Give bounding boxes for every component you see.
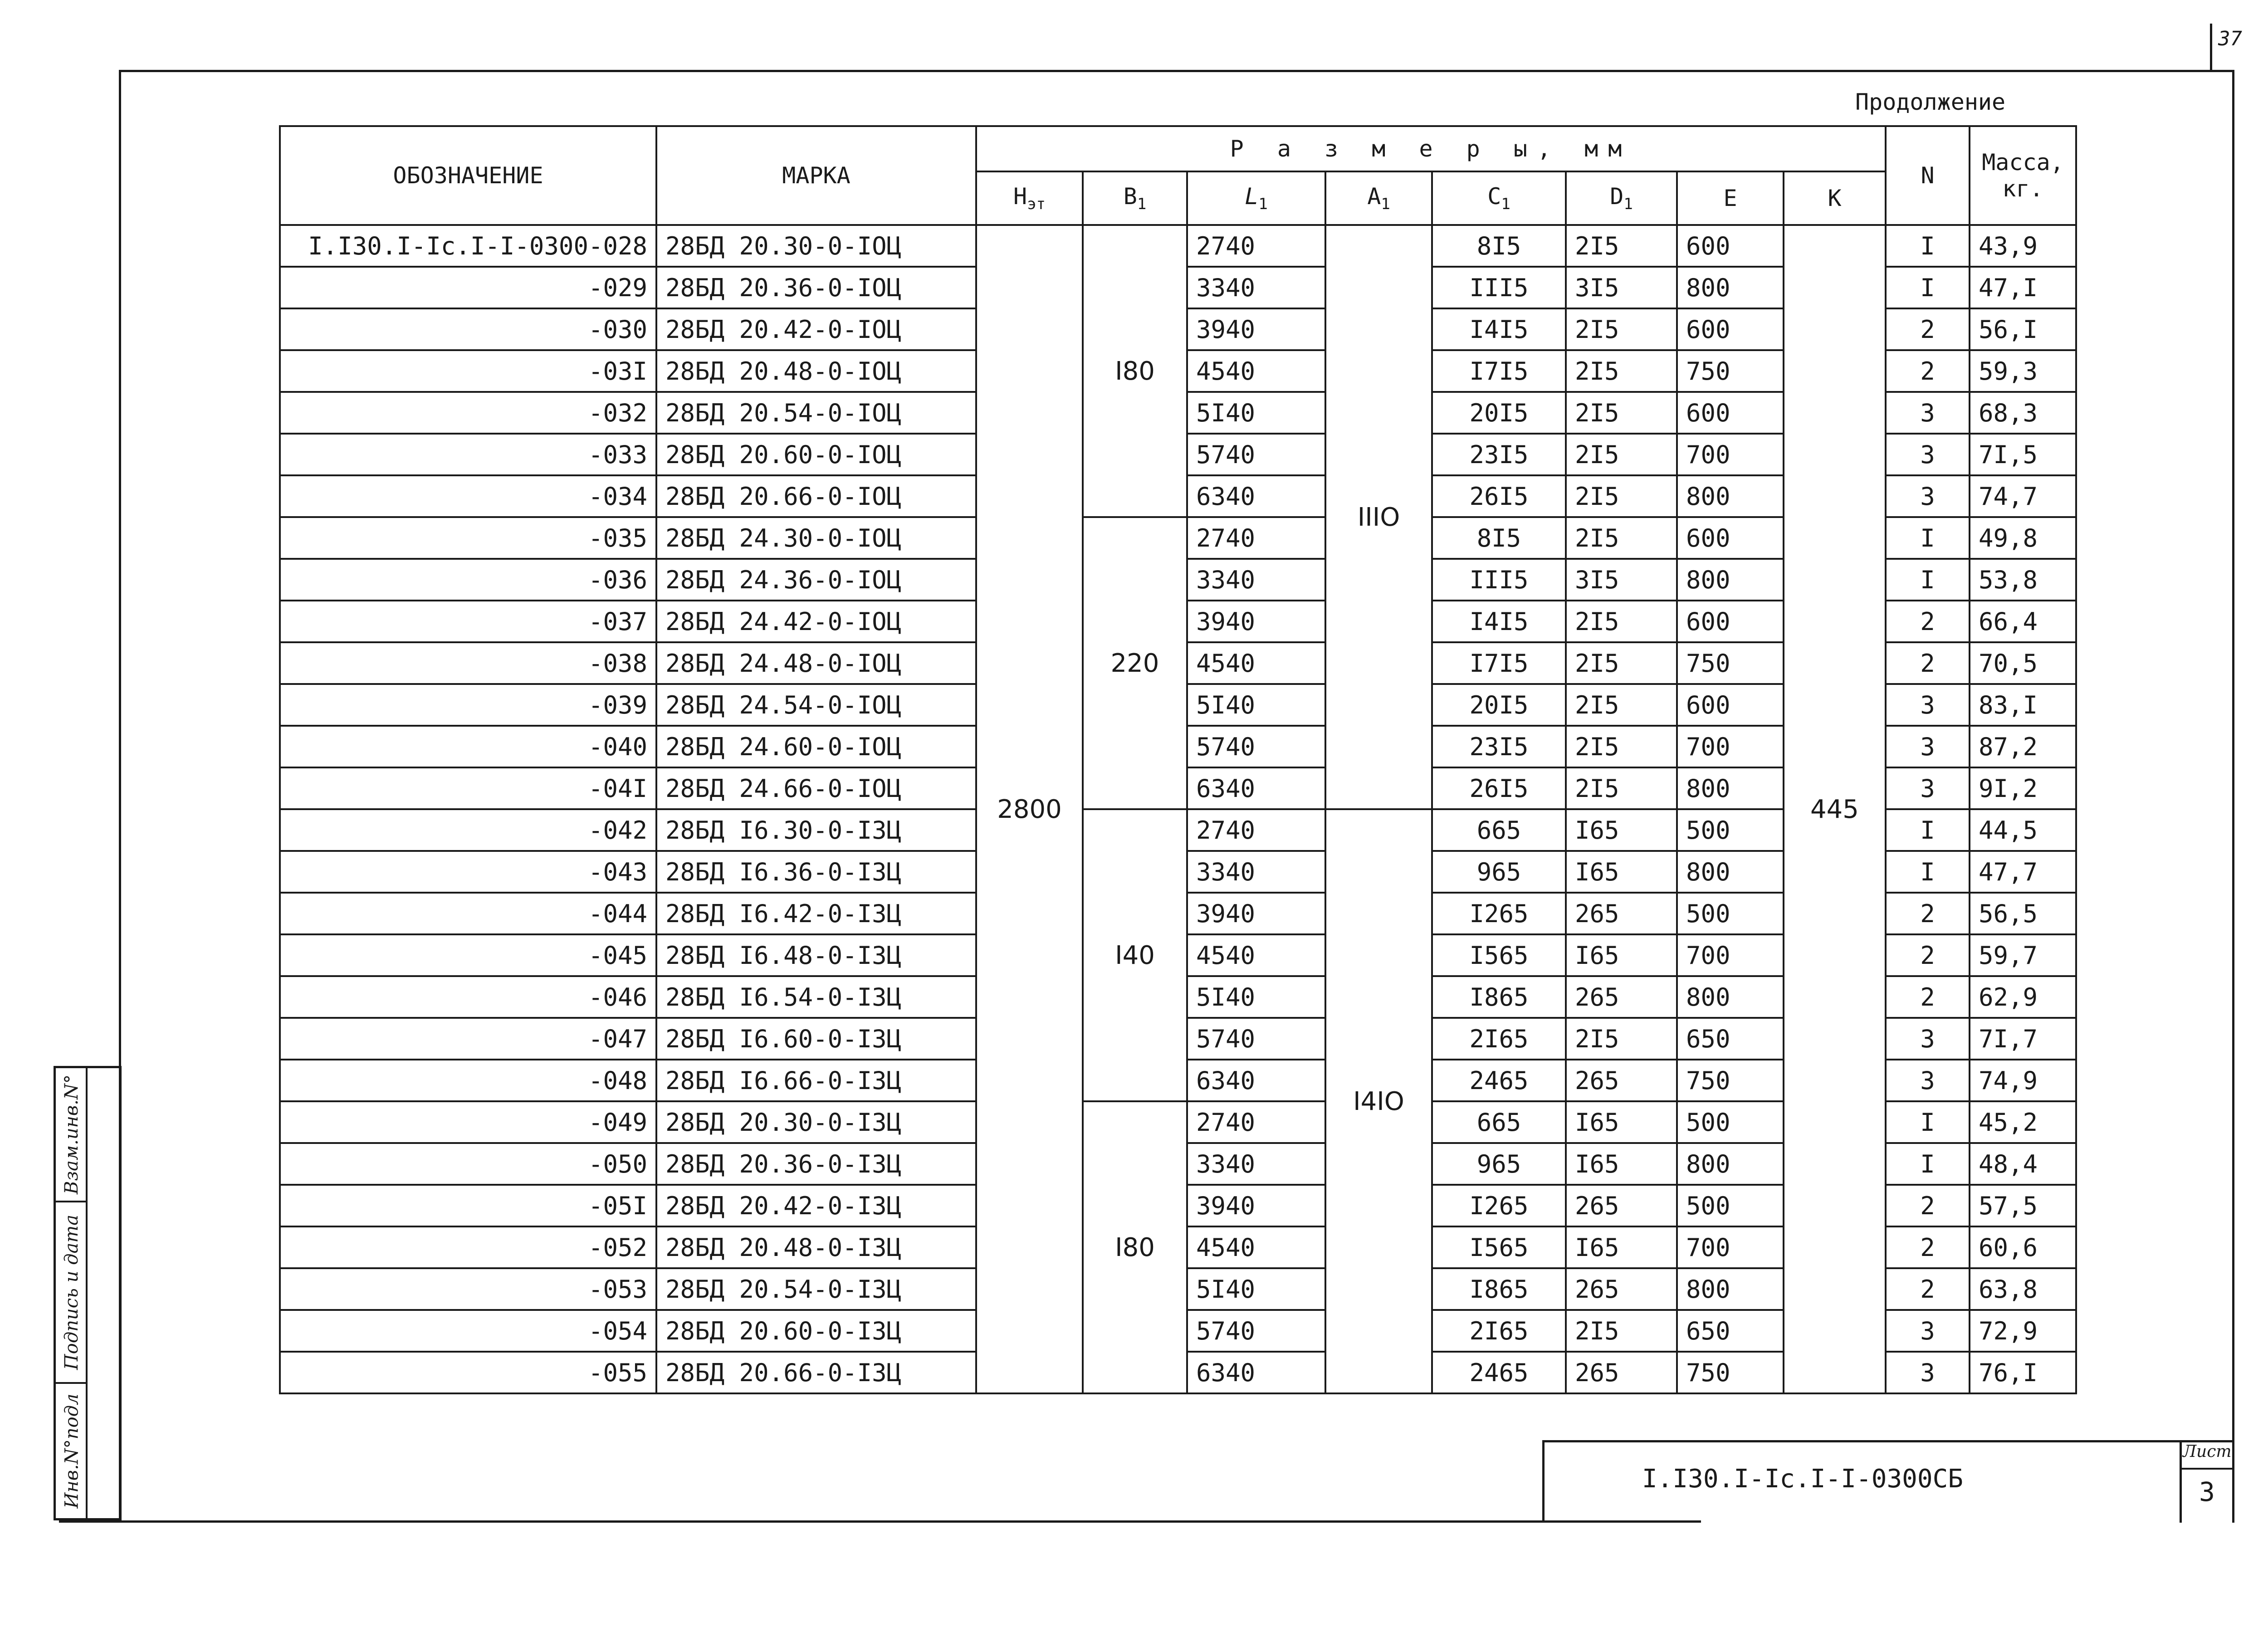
cell-e: 800 bbox=[1677, 976, 1784, 1018]
cell-k-merged: 445 bbox=[1784, 225, 1886, 1393]
cell-d1: 2I5 bbox=[1566, 517, 1677, 559]
cell-d1: 265 bbox=[1566, 1060, 1677, 1101]
cell-b1-merged: I80 bbox=[1083, 1101, 1187, 1393]
cell-l1: 2740 bbox=[1187, 225, 1325, 267]
cell-e: 750 bbox=[1677, 350, 1784, 392]
header-d1-main: D bbox=[1610, 183, 1624, 210]
cell-mark: 28БД 20.36-0-I3Ц bbox=[656, 1143, 976, 1185]
cell-c1: I4I5 bbox=[1432, 601, 1566, 642]
side-replaces-inv: Взам.инв.N° bbox=[61, 1074, 83, 1195]
cell-mass: 87,2 bbox=[1970, 726, 2076, 767]
cell-c1: 2465 bbox=[1432, 1060, 1566, 1101]
cell-n: I bbox=[1886, 267, 1970, 308]
cell-mass: 7I,7 bbox=[1970, 1018, 2076, 1060]
cell-c1: I265 bbox=[1432, 1185, 1566, 1226]
cell-l1: 6340 bbox=[1187, 1352, 1325, 1393]
header-h bbox=[976, 171, 1083, 225]
cell-designation: -043 bbox=[280, 851, 656, 893]
cell-n: 2 bbox=[1886, 976, 1970, 1018]
cell-d1: 2I5 bbox=[1566, 308, 1677, 350]
header-c1-main: С bbox=[1487, 183, 1501, 210]
continued-label: Продолжение bbox=[1855, 89, 2006, 115]
cell-mass: 74,7 bbox=[1970, 475, 2076, 517]
document-code: I.I30.I-Ic.I-I-0300СБ bbox=[1642, 1464, 1964, 1494]
cell-mark: 28БД I6.42-0-I3Ц bbox=[656, 893, 976, 934]
cell-e: 800 bbox=[1677, 475, 1784, 517]
cell-mark: 28БД 24.30-0-IOЦ bbox=[656, 517, 976, 559]
cell-l1: 5I40 bbox=[1187, 1268, 1325, 1310]
cell-l1: 5740 bbox=[1187, 726, 1325, 767]
side-cell-signature-date bbox=[56, 1202, 88, 1384]
cell-l1: 2740 bbox=[1187, 1101, 1325, 1143]
cell-c1: I4I5 bbox=[1432, 308, 1566, 350]
cell-l1: 3940 bbox=[1187, 308, 1325, 350]
cell-mark: 28БД 20.54-0-IOЦ bbox=[656, 392, 976, 434]
cell-designation: -047 bbox=[280, 1018, 656, 1060]
cell-d1: I65 bbox=[1566, 1101, 1677, 1143]
cell-n: I bbox=[1886, 851, 1970, 893]
header-a1-sub: 1 bbox=[1381, 195, 1390, 213]
cell-mass: 63,8 bbox=[1970, 1268, 2076, 1310]
cell-mass: 68,3 bbox=[1970, 392, 2076, 434]
cell-c1: 23I5 bbox=[1432, 434, 1566, 475]
cell-designation: -049 bbox=[280, 1101, 656, 1143]
cell-c1: I7I5 bbox=[1432, 350, 1566, 392]
cell-mass: 66,4 bbox=[1970, 601, 2076, 642]
sheet-label: Лист bbox=[2183, 1442, 2232, 1461]
cell-mass: 62,9 bbox=[1970, 976, 2076, 1018]
cell-d1: 2I5 bbox=[1566, 392, 1677, 434]
cell-designation: -029 bbox=[280, 267, 656, 308]
sheet-number: 3 bbox=[2199, 1476, 2215, 1507]
header-n: N bbox=[1886, 126, 1970, 225]
cell-c1: 26I5 bbox=[1432, 475, 1566, 517]
cell-c1: I865 bbox=[1432, 1268, 1566, 1310]
cell-mark: 28БД 20.60-0-IOЦ bbox=[656, 434, 976, 475]
cell-mass: 70,5 bbox=[1970, 642, 2076, 684]
cell-mark: 28БД 24.66-0-IOЦ bbox=[656, 767, 976, 809]
cell-mass: 7I,5 bbox=[1970, 434, 2076, 475]
header-l1 bbox=[1187, 171, 1325, 225]
table-row bbox=[280, 225, 2076, 267]
cell-designation: -032 bbox=[280, 392, 656, 434]
cell-mass: 43,9 bbox=[1970, 225, 2076, 267]
sheet-divider bbox=[2180, 1468, 2234, 1470]
cell-d1: 2I5 bbox=[1566, 434, 1677, 475]
header-e: Е bbox=[1677, 171, 1784, 225]
cell-n: 2 bbox=[1886, 601, 1970, 642]
frame-bottom-line bbox=[59, 1520, 1701, 1523]
cell-mark: 28БД 20.42-0-I3Ц bbox=[656, 1185, 976, 1226]
cell-mass: 53,8 bbox=[1970, 559, 2076, 601]
cell-mass: 60,6 bbox=[1970, 1226, 2076, 1268]
cell-mark: 28БД 20.36-0-IOЦ bbox=[656, 267, 976, 308]
header-b1-sub: 1 bbox=[1137, 195, 1147, 213]
cell-designation: -033 bbox=[280, 434, 656, 475]
header-d1-sub: 1 bbox=[1623, 195, 1633, 213]
cell-e: 650 bbox=[1677, 1018, 1784, 1060]
header-a1 bbox=[1325, 171, 1432, 225]
cell-n: 3 bbox=[1886, 434, 1970, 475]
cell-l1: 6340 bbox=[1187, 1060, 1325, 1101]
table-body bbox=[280, 225, 2076, 1393]
cell-n: 2 bbox=[1886, 350, 1970, 392]
cell-e: 500 bbox=[1677, 809, 1784, 851]
cell-n: 2 bbox=[1886, 893, 1970, 934]
cell-mark: 28БД 20.54-0-I3Ц bbox=[656, 1268, 976, 1310]
cell-mark: 28БД 20.48-0-I3Ц bbox=[656, 1226, 976, 1268]
cell-n: 3 bbox=[1886, 1310, 1970, 1352]
side-cell-replaces-inv bbox=[56, 1068, 88, 1202]
cell-d1: 2I5 bbox=[1566, 684, 1677, 726]
cell-designation: -052 bbox=[280, 1226, 656, 1268]
cell-l1: 5I40 bbox=[1187, 392, 1325, 434]
cell-l1: 4540 bbox=[1187, 350, 1325, 392]
cell-l1: 5740 bbox=[1187, 1018, 1325, 1060]
cell-l1: 3940 bbox=[1187, 893, 1325, 934]
cell-l1: 5740 bbox=[1187, 434, 1325, 475]
header-dimensions: Р а з м е р ы, мм bbox=[976, 126, 1886, 171]
cell-designation: -042 bbox=[280, 809, 656, 851]
cell-e: 600 bbox=[1677, 225, 1784, 267]
cell-e: 700 bbox=[1677, 1226, 1784, 1268]
cell-e: 600 bbox=[1677, 308, 1784, 350]
cell-d1: 2I5 bbox=[1566, 225, 1677, 267]
header-l1-main: L bbox=[1245, 183, 1259, 210]
cell-designation: -04I bbox=[280, 767, 656, 809]
cell-designation: -030 bbox=[280, 308, 656, 350]
side-cell-inv-original bbox=[56, 1384, 88, 1518]
cell-e: 500 bbox=[1677, 1185, 1784, 1226]
cell-mark: 28БД 20.66-0-I3Ц bbox=[656, 1352, 976, 1393]
header-d1 bbox=[1566, 171, 1677, 225]
cell-mass: 47,7 bbox=[1970, 851, 2076, 893]
cell-mark: 28БД 20.30-0-IOЦ bbox=[656, 225, 976, 267]
cell-n: I bbox=[1886, 1101, 1970, 1143]
cell-d1: I65 bbox=[1566, 851, 1677, 893]
cell-l1: 2740 bbox=[1187, 517, 1325, 559]
cell-mark: 28БД 20.42-0-IOЦ bbox=[656, 308, 976, 350]
cell-d1: 265 bbox=[1566, 1268, 1677, 1310]
cell-mark: 28БД 20.30-0-I3Ц bbox=[656, 1101, 976, 1143]
cell-n: 2 bbox=[1886, 642, 1970, 684]
cell-mark: 28БД 24.54-0-IOЦ bbox=[656, 684, 976, 726]
cell-mark: 28БД 24.36-0-IOЦ bbox=[656, 559, 976, 601]
cell-l1: 5I40 bbox=[1187, 684, 1325, 726]
cell-e: 700 bbox=[1677, 434, 1784, 475]
cell-l1: 3340 bbox=[1187, 1143, 1325, 1185]
side-stamp bbox=[54, 1066, 122, 1520]
header-h-main: Н bbox=[1013, 183, 1027, 210]
cell-mass: 59,7 bbox=[1970, 934, 2076, 976]
cell-l1: 3340 bbox=[1187, 267, 1325, 308]
cell-e: 600 bbox=[1677, 517, 1784, 559]
cell-mass: 48,4 bbox=[1970, 1143, 2076, 1185]
cell-c1: 965 bbox=[1432, 851, 1566, 893]
header-k: К bbox=[1784, 171, 1886, 225]
cell-mark: 28БД 24.42-0-IOЦ bbox=[656, 601, 976, 642]
cell-l1: 6340 bbox=[1187, 767, 1325, 809]
cell-e: 800 bbox=[1677, 1143, 1784, 1185]
cell-mass: 57,5 bbox=[1970, 1185, 2076, 1226]
cell-l1: 5740 bbox=[1187, 1310, 1325, 1352]
cell-e: 800 bbox=[1677, 267, 1784, 308]
cell-c1: 665 bbox=[1432, 809, 1566, 851]
cell-c1: 2I65 bbox=[1432, 1018, 1566, 1060]
header-mass-line2: кг. bbox=[2002, 176, 2043, 202]
header-a1-main: А bbox=[1367, 183, 1381, 210]
cell-mass: 76,I bbox=[1970, 1352, 2076, 1393]
cell-l1: 3940 bbox=[1187, 1185, 1325, 1226]
cell-c1: 8I5 bbox=[1432, 225, 1566, 267]
cell-e: 600 bbox=[1677, 601, 1784, 642]
header-h-sub: эт bbox=[1027, 195, 1046, 213]
cell-designation: -05I bbox=[280, 1185, 656, 1226]
header-designation: ОБОЗНАЧЕНИЕ bbox=[280, 126, 656, 225]
cell-e: 750 bbox=[1677, 1060, 1784, 1101]
cell-designation: -038 bbox=[280, 642, 656, 684]
cell-d1: I65 bbox=[1566, 809, 1677, 851]
cell-n: I bbox=[1886, 809, 1970, 851]
cell-n: 2 bbox=[1886, 1185, 1970, 1226]
cell-mark: 28БД 20.66-0-IOЦ bbox=[656, 475, 976, 517]
cell-e: 600 bbox=[1677, 392, 1784, 434]
cell-l1: 3340 bbox=[1187, 559, 1325, 601]
cell-d1: 265 bbox=[1566, 1185, 1677, 1226]
cell-d1: 2I5 bbox=[1566, 767, 1677, 809]
cell-e: 700 bbox=[1677, 726, 1784, 767]
cell-l1: 5I40 bbox=[1187, 976, 1325, 1018]
cell-e: 800 bbox=[1677, 1268, 1784, 1310]
cell-designation: -039 bbox=[280, 684, 656, 726]
cell-c1: 26I5 bbox=[1432, 767, 1566, 809]
cell-designation: -037 bbox=[280, 601, 656, 642]
cell-e: 600 bbox=[1677, 684, 1784, 726]
cell-n: 2 bbox=[1886, 1268, 1970, 1310]
cell-designation: I.I30.I-Ic.I-I-0300-028 bbox=[280, 225, 656, 267]
cell-e: 750 bbox=[1677, 642, 1784, 684]
cell-mass: 59,3 bbox=[1970, 350, 2076, 392]
cell-b1-merged: 220 bbox=[1083, 517, 1187, 809]
cell-designation: -048 bbox=[280, 1060, 656, 1101]
cell-c1: 965 bbox=[1432, 1143, 1566, 1185]
cell-n: 3 bbox=[1886, 726, 1970, 767]
cell-c1: 23I5 bbox=[1432, 726, 1566, 767]
cell-mass: 49,8 bbox=[1970, 517, 2076, 559]
cell-mark: 28БД I6.30-0-I3Ц bbox=[656, 809, 976, 851]
cell-n: I bbox=[1886, 225, 1970, 267]
cell-e: 500 bbox=[1677, 1101, 1784, 1143]
cell-e: 800 bbox=[1677, 767, 1784, 809]
cell-mass: 83,I bbox=[1970, 684, 2076, 726]
cell-d1: 2I5 bbox=[1566, 726, 1677, 767]
cell-d1: I65 bbox=[1566, 1143, 1677, 1185]
cell-e: 750 bbox=[1677, 1352, 1784, 1393]
cell-n: 2 bbox=[1886, 1226, 1970, 1268]
cell-mark: 28БД I6.66-0-I3Ц bbox=[656, 1060, 976, 1101]
cell-e: 500 bbox=[1677, 893, 1784, 934]
cell-a1-merged: I4IO bbox=[1325, 809, 1432, 1393]
cell-d1: 2I5 bbox=[1566, 350, 1677, 392]
cell-designation: -044 bbox=[280, 893, 656, 934]
cell-mass: 56,5 bbox=[1970, 893, 2076, 934]
header-mass bbox=[1970, 126, 2076, 225]
side-signature-date: Подпись и дата bbox=[61, 1214, 82, 1370]
cell-d1: I65 bbox=[1566, 1226, 1677, 1268]
cell-l1: 4540 bbox=[1187, 642, 1325, 684]
cell-mass: 56,I bbox=[1970, 308, 2076, 350]
cell-mass: 74,9 bbox=[1970, 1060, 2076, 1101]
cell-l1: 3340 bbox=[1187, 851, 1325, 893]
cell-designation: -046 bbox=[280, 976, 656, 1018]
specification-table bbox=[279, 125, 2077, 1394]
cell-d1: 3I5 bbox=[1566, 559, 1677, 601]
cell-c1: I565 bbox=[1432, 934, 1566, 976]
side-inv-original: Инв.N°подл bbox=[61, 1393, 83, 1509]
header-c1-sub: 1 bbox=[1501, 195, 1510, 213]
cell-l1: 3940 bbox=[1187, 601, 1325, 642]
cell-designation: -034 bbox=[280, 475, 656, 517]
cell-d1: 2I5 bbox=[1566, 475, 1677, 517]
cell-n: 2 bbox=[1886, 308, 1970, 350]
cell-mark: 28БД I6.60-0-I3Ц bbox=[656, 1018, 976, 1060]
cell-d1: 3I5 bbox=[1566, 267, 1677, 308]
cell-n: 3 bbox=[1886, 1352, 1970, 1393]
cell-d1: 2I5 bbox=[1566, 1018, 1677, 1060]
cell-d1: I65 bbox=[1566, 934, 1677, 976]
cell-c1: 665 bbox=[1432, 1101, 1566, 1143]
cell-n: 3 bbox=[1886, 392, 1970, 434]
cell-mass: 72,9 bbox=[1970, 1310, 2076, 1352]
cell-designation: -040 bbox=[280, 726, 656, 767]
cell-b1-merged: I40 bbox=[1083, 809, 1187, 1101]
cell-e: 800 bbox=[1677, 559, 1784, 601]
cell-designation: -036 bbox=[280, 559, 656, 601]
cell-mark: 28БД 24.60-0-IOЦ bbox=[656, 726, 976, 767]
header-l1-sub: 1 bbox=[1258, 195, 1268, 213]
cell-c1: I865 bbox=[1432, 976, 1566, 1018]
header-c1 bbox=[1432, 171, 1566, 225]
cell-designation: -054 bbox=[280, 1310, 656, 1352]
cell-c1: 20I5 bbox=[1432, 392, 1566, 434]
cell-n: 3 bbox=[1886, 1060, 1970, 1101]
header-b1-main: В bbox=[1123, 183, 1137, 210]
cell-mass: 47,I bbox=[1970, 267, 2076, 308]
cell-mass: 9I,2 bbox=[1970, 767, 2076, 809]
cell-n: 3 bbox=[1886, 1018, 1970, 1060]
cell-c1: 2I65 bbox=[1432, 1310, 1566, 1352]
cell-c1: 2465 bbox=[1432, 1352, 1566, 1393]
cell-d1: 265 bbox=[1566, 893, 1677, 934]
cell-designation: -055 bbox=[280, 1352, 656, 1393]
cell-mark: 28БД I6.48-0-I3Ц bbox=[656, 934, 976, 976]
cell-designation: -045 bbox=[280, 934, 656, 976]
cell-designation: -03I bbox=[280, 350, 656, 392]
cell-e: 700 bbox=[1677, 934, 1784, 976]
cell-c1: 20I5 bbox=[1432, 684, 1566, 726]
header-mark: МАРКА bbox=[656, 126, 976, 225]
cell-d1: 2I5 bbox=[1566, 642, 1677, 684]
cell-c1: I565 bbox=[1432, 1226, 1566, 1268]
corner-rule bbox=[2210, 24, 2212, 70]
cell-designation: -035 bbox=[280, 517, 656, 559]
header-mass-line1: Масса, bbox=[1982, 149, 2064, 176]
cell-n: 2 bbox=[1886, 934, 1970, 976]
cell-n: I bbox=[1886, 517, 1970, 559]
cell-c1: I265 bbox=[1432, 893, 1566, 934]
cell-n: I bbox=[1886, 559, 1970, 601]
cell-mark: 28БД I6.54-0-I3Ц bbox=[656, 976, 976, 1018]
corner-page-number: 37 bbox=[2218, 27, 2242, 50]
cell-n: 3 bbox=[1886, 475, 1970, 517]
cell-h-merged: 2800 bbox=[976, 225, 1083, 1393]
cell-n: 3 bbox=[1886, 767, 1970, 809]
cell-d1: 265 bbox=[1566, 1352, 1677, 1393]
cell-n: 3 bbox=[1886, 684, 1970, 726]
cell-c1: III5 bbox=[1432, 267, 1566, 308]
cell-d1: 2I5 bbox=[1566, 601, 1677, 642]
cell-d1: 265 bbox=[1566, 976, 1677, 1018]
cell-designation: -050 bbox=[280, 1143, 656, 1185]
cell-mark: 28БД I6.36-0-I3Ц bbox=[656, 851, 976, 893]
cell-mark: 28БД 20.60-0-I3Ц bbox=[656, 1310, 976, 1352]
cell-e: 650 bbox=[1677, 1310, 1784, 1352]
cell-l1: 4540 bbox=[1187, 1226, 1325, 1268]
cell-l1: 6340 bbox=[1187, 475, 1325, 517]
cell-designation: -053 bbox=[280, 1268, 656, 1310]
cell-n: I bbox=[1886, 1143, 1970, 1185]
cell-e: 800 bbox=[1677, 851, 1784, 893]
cell-mass: 44,5 bbox=[1970, 809, 2076, 851]
cell-mark: 28БД 20.48-0-IOЦ bbox=[656, 350, 976, 392]
cell-c1: 8I5 bbox=[1432, 517, 1566, 559]
cell-b1-merged: I80 bbox=[1083, 225, 1187, 517]
header-b1 bbox=[1083, 171, 1187, 225]
cell-d1: 2I5 bbox=[1566, 1310, 1677, 1352]
cell-c1: I7I5 bbox=[1432, 642, 1566, 684]
cell-mass: 45,2 bbox=[1970, 1101, 2076, 1143]
cell-l1: 2740 bbox=[1187, 809, 1325, 851]
cell-mark: 28БД 24.48-0-IOЦ bbox=[656, 642, 976, 684]
cell-c1: III5 bbox=[1432, 559, 1566, 601]
cell-a1-merged: IIIO bbox=[1325, 225, 1432, 809]
side-stamp-label-column bbox=[56, 1068, 88, 1518]
cell-l1: 4540 bbox=[1187, 934, 1325, 976]
